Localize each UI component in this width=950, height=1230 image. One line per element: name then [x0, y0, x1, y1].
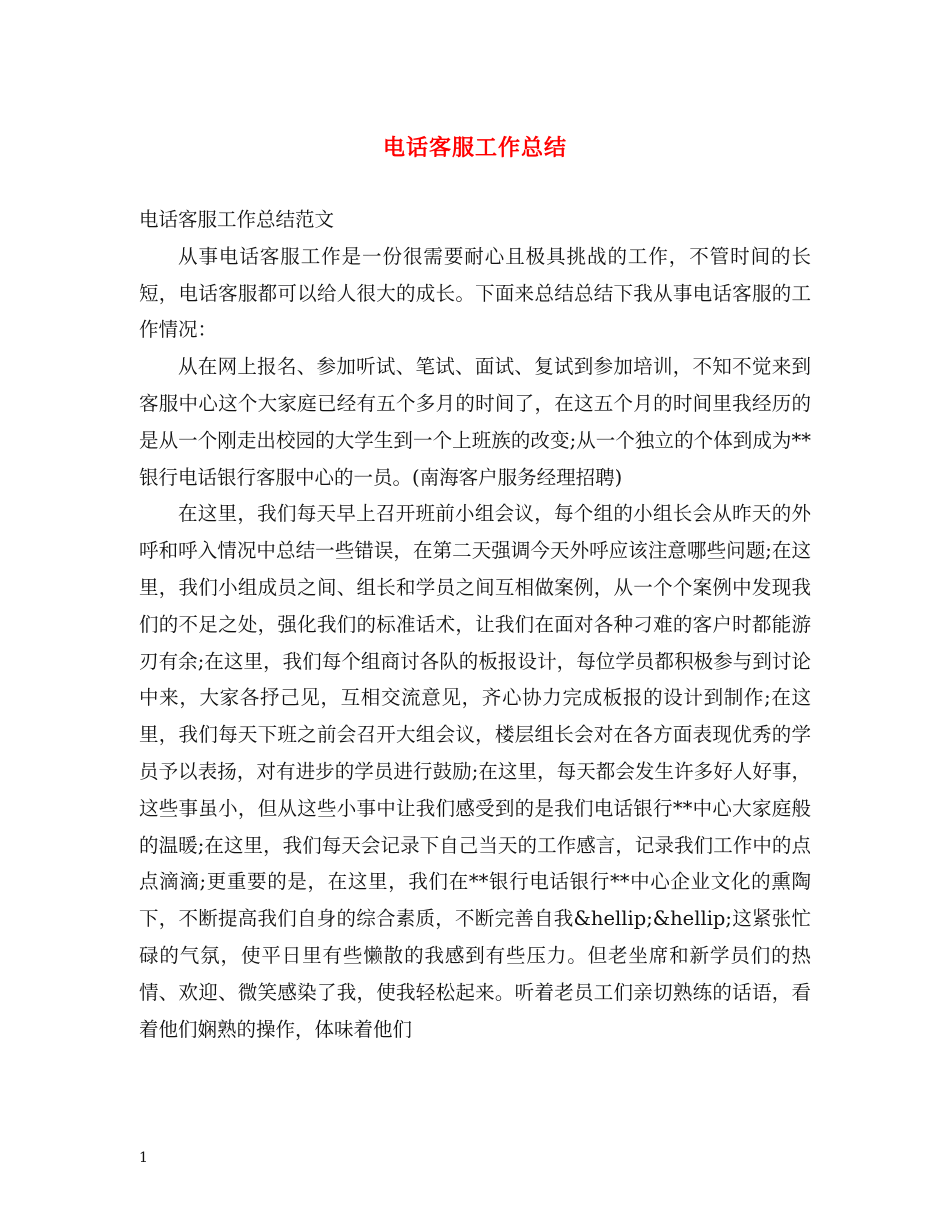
- paragraph-intro: 从事电话客服工作是一份很需要耐心且极具挑战的工作，不管时间的长短，电话客服都可以给人很大的成长。下面来总结总结下我从事电话客服的工作情况：: [139, 244, 811, 342]
- page-number: 1: [139, 1150, 148, 1166]
- document-title: 电话客服工作总结: [382, 135, 567, 161]
- paragraph-experience: 从在网上报名、参加听试、笔试、面试、复试到参加培训，不知不觉来到客服中心这个大家庭已经有五个多月的时间了，在这五个月的时间里我经历的是从一个刚走出校园的大学生到一个上班族的改变;从一个独立的个体到成为**银行电话银行客服中心的一员。(南海客户服务经理招聘): [139, 355, 811, 489]
- document-body: [139, 202, 811, 1048]
- paragraph-daily-work: 在这里，我们每天早上召开班前小组会议，每个组的小组长会从昨天的外呼和呼入情况中总结一些错误，在第二天强调今天外呼应该注意哪些问题;在这里，我们小组成员之间、组长和学员之间互相做案例，从一个个案例中发现我们的不足之处，强化我们的标准话术，让我们在面对各种刁难的客户时都能游刃有余;在这里，我们每个组商讨各队的板报设计，每位学员都积极参与到讨论中来，大家各抒己见，互相交流意见，齐心协力完成板报的设计到制作;在这里，我们每天下班之前会召开大组会议，楼层组长会对在各方面表现优秀的学员予以表扬，对有进步的学员进行鼓励;在这里，每天都会发生许多好人好事，这些事虽小，但从这些小事中让我们感受到的是我们电话银行**中心大家庭般的温暖;在这里，我们每天会记录下自己当天的工作感言，记录我们工作中的点点滴滴;更重要的是，在这里，我们在**银行电话银行**中心企业文化的熏陶下，不断提高我们自身的综合素质，不断完善自我&hellip;&hellip;这紧张忙碌的气氛，使平日里有些懒散的我感到有些压力。但老坐席和新学员们的热情、欢迎、微笑感染了我，使我轻松起来。听着老员工们亲切熟练的话语，看着他们娴熟的操作，体味着他们: [139, 502, 811, 1041]
- document-subtitle: 电话客服工作总结范文: [139, 208, 335, 231]
